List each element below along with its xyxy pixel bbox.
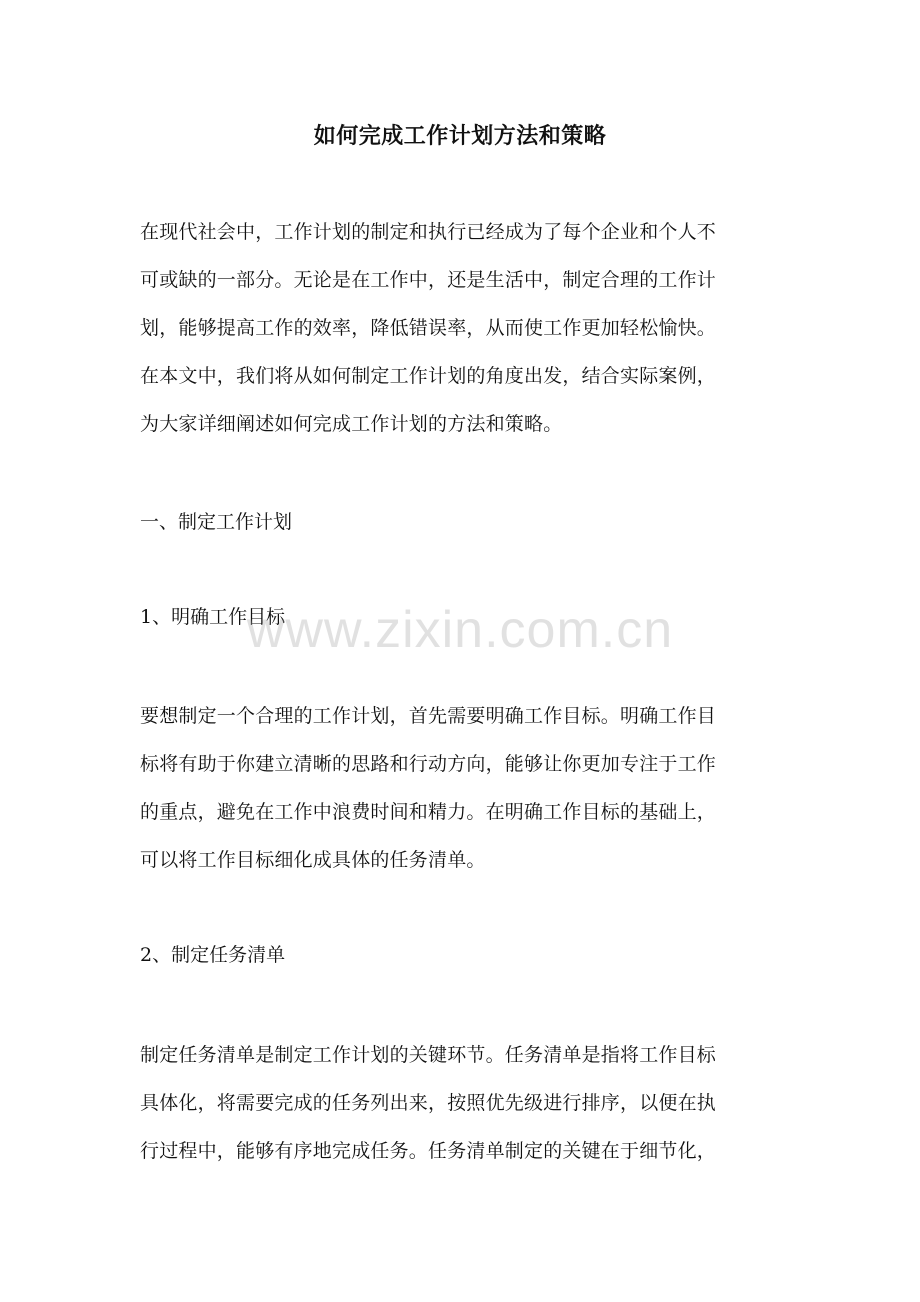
paragraph-line: 可以将工作目标细化成具体的任务清单。 [140,849,486,871]
intro-line: 可或缺的一部分。无论是在工作中，还是生活中，制定合理的工作计 [140,269,717,291]
intro-line: 划，能够提高工作的效率，降低错误率，从而使工作更加轻松愉快。 [140,317,717,339]
intro-line: 为大家详细阐述如何完成工作计划的方法和策略。 [140,413,563,435]
paragraph-line: 的重点，避免在工作中浪费时间和精力。在明确工作目标的基础上， [140,801,717,823]
paragraph-line: 行过程中，能够有序地完成任务。任务清单制定的关键在于细节化， [140,1140,717,1162]
subsection-heading-2: 2、制定任务清单 [140,944,286,966]
subsection-1-paragraph [140,692,788,884]
intro-line: 在现代社会中，工作计划的制定和执行已经成为了每个企业和个人不 [140,221,717,243]
intro-line: 在本文中，我们将从如何制定工作计划的角度出发，结合实际案例， [140,365,717,387]
intro-paragraph [140,208,788,448]
subsection-heading-1: 1、明确工作目标 [140,606,286,628]
document-title: 如何完成工作计划方法和策略 [313,123,607,149]
section-heading-1: 一、制定工作计划 [140,511,293,533]
paragraph-line: 具体化，将需要完成的任务列出来，按照优先级进行排序，以便在执 [140,1092,717,1114]
watermark: www.zixin.com.cn [246,601,674,659]
subsection-2-paragraph [140,1031,788,1175]
paragraph-line: 要想制定一个合理的工作计划，首先需要明确工作目标。明确工作目 [140,705,717,727]
paragraph-line: 标将有助于你建立清晰的思路和行动方向，能够让你更加专注于工作 [140,753,717,775]
paragraph-line: 制定任务清单是制定工作计划的关键环节。任务清单是指将工作目标 [140,1044,717,1066]
